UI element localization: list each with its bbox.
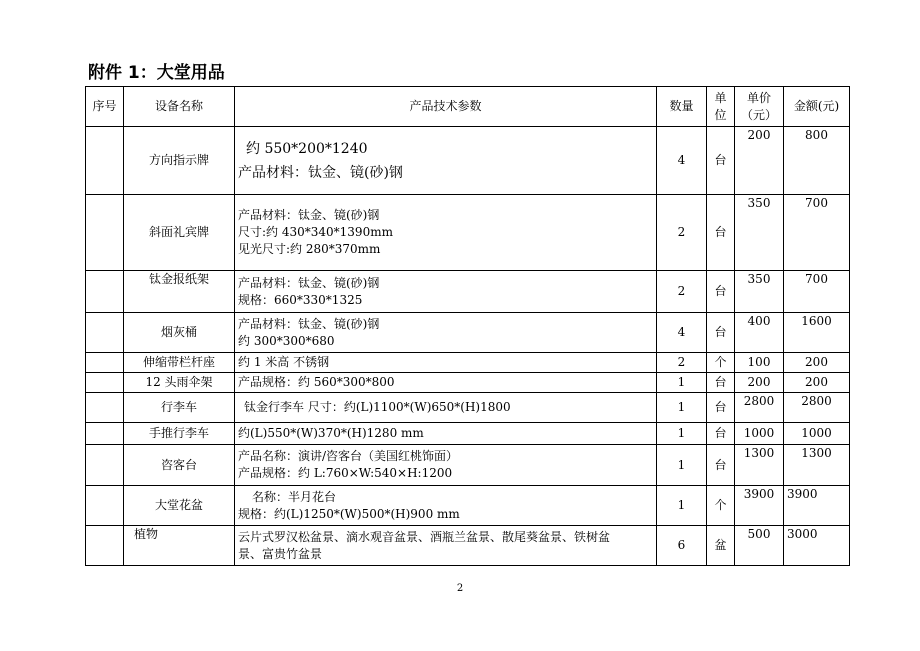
cell-seq <box>86 271 124 313</box>
cell-name: 咨客台 <box>124 445 235 486</box>
cell-unit: 台 <box>707 373 735 393</box>
table-row <box>86 526 850 566</box>
cell-spec <box>235 486 657 526</box>
cell-spec <box>235 393 657 423</box>
spec-line: 规格：约(L)1250*(W)500*(H)900 mm <box>238 506 460 521</box>
cell-name: 大堂花盆 <box>124 486 235 526</box>
header-price <box>735 87 784 127</box>
cell-unit: 盆 <box>707 526 735 566</box>
header-amount: 金额(元) <box>784 87 850 127</box>
cell-unit: 个 <box>707 486 735 526</box>
header-seq: 序号 <box>86 87 124 127</box>
cell-seq <box>86 445 124 486</box>
cell-qty: 2 <box>657 271 707 313</box>
cell-price: 2800 <box>735 393 784 423</box>
spec-line: 钛金行李车 尺寸：约(L)1100*(W)650*(H)1800 <box>244 400 511 414</box>
spec-line: 产品材料：钛金、镜(砂)钢 <box>238 275 380 290</box>
spec-line: 约 300*300*680 <box>238 333 335 348</box>
cell-seq <box>86 127 124 195</box>
spec-line: 景、富贵竹盆景 <box>238 546 323 561</box>
cell-qty: 1 <box>657 486 707 526</box>
cell-price: 350 <box>735 195 784 271</box>
cell-amount: 200 <box>784 373 850 393</box>
cell-seq <box>86 526 124 566</box>
cell-name: 行李车 <box>124 393 235 423</box>
cell-seq <box>86 195 124 271</box>
spec-line: 云片式罗汉松盆景、滴水观音盆景、酒瓶兰盆景、散尾葵盆景、铁树盆 <box>238 529 611 544</box>
spec-line: 尺寸:约 430*340*1390mm <box>238 225 393 239</box>
cell-price: 400 <box>735 313 784 353</box>
cell-unit: 个 <box>707 353 735 373</box>
spec-line: 约 550*200*1240 <box>246 140 368 157</box>
cell-name: 伸缩带栏杆座 <box>124 353 235 373</box>
cell-qty: 4 <box>657 313 707 353</box>
table-row <box>86 195 850 271</box>
cell-name: 手推行李车 <box>124 423 235 445</box>
spec-line: 见光尺寸:约 280*370mm <box>238 242 381 256</box>
header-unit-line2: 位 <box>714 107 727 122</box>
cell-unit: 台 <box>707 445 735 486</box>
cell-qty: 1 <box>657 423 707 445</box>
cell-price: 350 <box>735 271 784 313</box>
cell-seq <box>86 486 124 526</box>
cell-price: 100 <box>735 353 784 373</box>
cell-amount: 3000 <box>784 526 850 566</box>
cell-name: 钛金报纸架 <box>124 271 235 313</box>
cell-price: 1300 <box>735 445 784 486</box>
header-qty: 数量 <box>657 87 707 127</box>
cell-spec <box>235 353 657 373</box>
cell-amount: 2800 <box>784 393 850 423</box>
spec-line: 产品规格：约 L:760×W:540×H:1200 <box>238 466 453 480</box>
table-row <box>86 423 850 445</box>
cell-amount: 200 <box>784 353 850 373</box>
cell-price: 200 <box>735 127 784 195</box>
table-row <box>86 445 850 486</box>
cell-name: 植物 <box>124 526 235 566</box>
cell-amount: 700 <box>784 195 850 271</box>
cell-price: 500 <box>735 526 784 566</box>
cell-amount: 700 <box>784 271 850 313</box>
cell-qty: 1 <box>657 373 707 393</box>
cell-spec <box>235 526 657 566</box>
cell-amount: 1300 <box>784 445 850 486</box>
cell-amount: 800 <box>784 127 850 195</box>
header-price-line1: 单价 <box>746 90 771 105</box>
spec-line: 产品名称：演讲/咨客台（美国红桃饰面） <box>238 449 459 463</box>
page-title: 附件 1：大堂用品 <box>88 63 225 83</box>
cell-amount: 1600 <box>784 313 850 353</box>
cell-spec <box>235 127 657 195</box>
spec-line: 产品材料：钛金、镜(砂)钢 <box>238 208 380 222</box>
cell-spec <box>235 195 657 271</box>
cell-amount: 1000 <box>784 423 850 445</box>
header-unit-line1: 单 <box>714 90 727 105</box>
cell-name: 烟灰桶 <box>124 313 235 353</box>
header-name: 设备名称 <box>124 87 235 127</box>
cell-qty: 2 <box>657 195 707 271</box>
table-row <box>86 353 850 373</box>
table-header-row <box>86 87 850 127</box>
header-spec: 产品技术参数 <box>235 87 657 127</box>
cell-qty: 1 <box>657 393 707 423</box>
spec-line: 约(L)550*(W)370*(H)1280 mm <box>238 426 424 440</box>
cell-seq <box>86 353 124 373</box>
table-row <box>86 271 850 313</box>
table-row <box>86 486 850 526</box>
table-row <box>86 393 850 423</box>
cell-name: 12 头雨伞架 <box>124 373 235 393</box>
header-price-line2: （元） <box>740 107 777 122</box>
cell-seq <box>86 373 124 393</box>
cell-unit: 台 <box>707 271 735 313</box>
cell-price: 1000 <box>735 423 784 445</box>
table-row <box>86 127 850 195</box>
cell-unit: 台 <box>707 313 735 353</box>
cell-unit: 台 <box>707 393 735 423</box>
spec-line: 产品规格：约 560*300*800 <box>238 375 395 389</box>
spec-line: 名称：半月花台 <box>252 489 337 504</box>
spec-line: 约 1 米高 不锈钢 <box>238 355 330 369</box>
cell-spec <box>235 271 657 313</box>
cell-seq <box>86 423 124 445</box>
cell-spec <box>235 423 657 445</box>
cell-price: 200 <box>735 373 784 393</box>
cell-qty: 1 <box>657 445 707 486</box>
cell-name: 方向指示牌 <box>124 127 235 195</box>
cell-qty: 2 <box>657 353 707 373</box>
spec-line: 产品材料：钛金、镜(砂)钢 <box>238 316 380 331</box>
equipment-table <box>85 86 850 566</box>
cell-qty: 4 <box>657 127 707 195</box>
cell-unit: 台 <box>707 127 735 195</box>
spec-line: 产品材料：钛金、镜(砂)钢 <box>238 164 403 181</box>
cell-spec <box>235 373 657 393</box>
page-number: 2 <box>456 583 464 594</box>
cell-spec <box>235 445 657 486</box>
cell-price: 3900 <box>735 486 784 526</box>
header-unit <box>707 87 735 127</box>
table-row <box>86 313 850 353</box>
cell-unit: 台 <box>707 423 735 445</box>
cell-seq <box>86 313 124 353</box>
spec-line: 规格：660*330*1325 <box>238 292 363 307</box>
cell-qty: 6 <box>657 526 707 566</box>
cell-spec <box>235 313 657 353</box>
cell-seq <box>86 393 124 423</box>
table-row <box>86 373 850 393</box>
cell-unit: 台 <box>707 195 735 271</box>
cell-name: 斜面礼宾牌 <box>124 195 235 271</box>
cell-amount: 3900 <box>784 486 850 526</box>
